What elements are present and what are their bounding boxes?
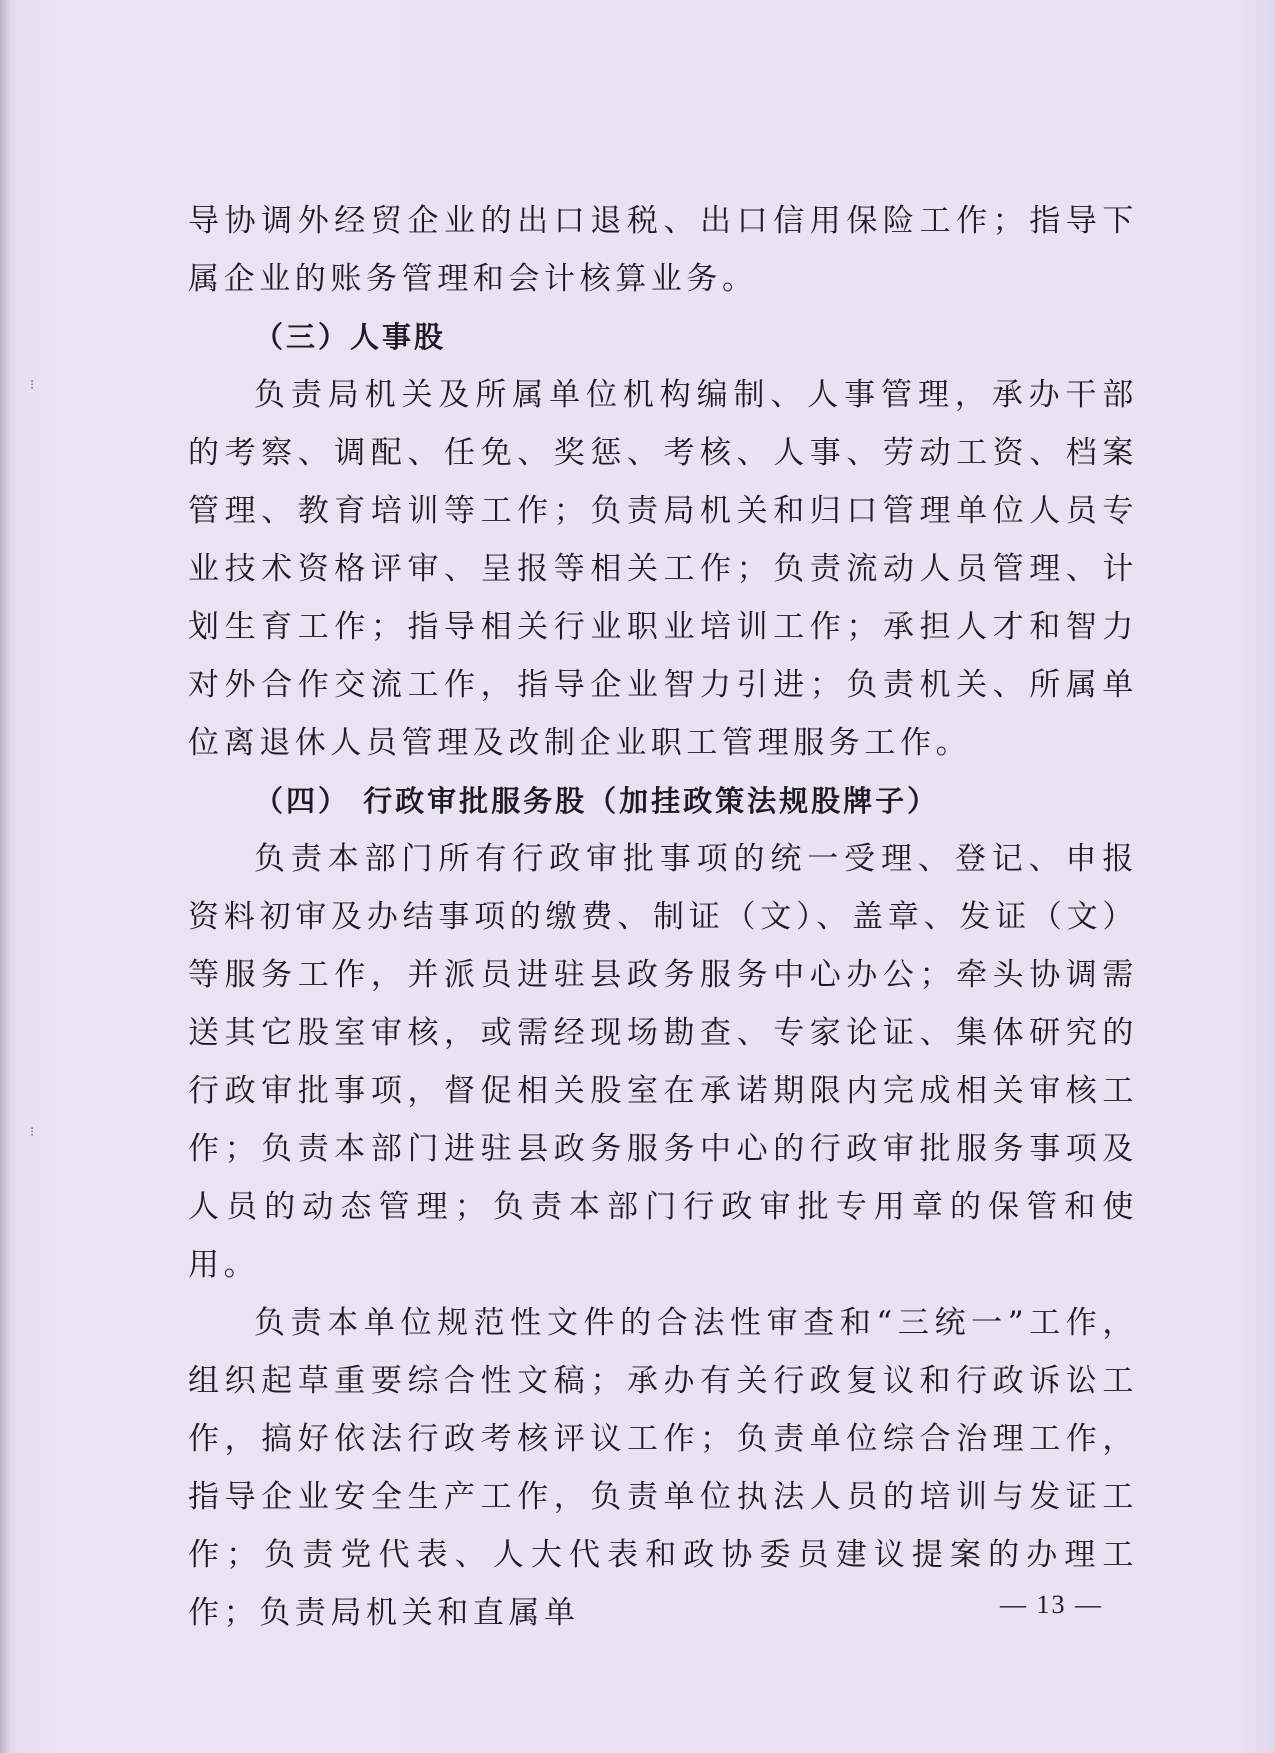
paragraph-personnel-duties: 负责局机关及所属单位机构编制、人事管理，承办干部的考察、调配、任免、奖惩、考核、人事、劳动工资、档案管理、教育培训等工作；负责局机关和归口管理单位人员专业技术资格评审、呈报等相关工作；负责流动人员管理、计划生育工作；指导相关行业职业培训工作；承担人才和智力对外合作交流工作，指导企业智力引进；负责机关、所属单位离退休人员管理及改制企业职工管理服务工作。 <box>188 377 1138 761</box>
staple-mark: ⁝ <box>30 1125 35 1140</box>
binding-edge <box>0 0 10 1753</box>
paragraph-export-tax: 导协调外经贸企业的出口退税、出口信用保险工作；指导下属企业的账务管理和会计核算业务。 <box>188 203 1138 297</box>
staple-mark: ⁝ <box>30 378 35 393</box>
section-heading-personnel: （三）人事股 <box>254 320 447 354</box>
paragraph-admin-approval-duties: 负责本部门所有行政审批事项的统一受理、登记、申报资料初审及办结事项的缴费、制证（文）、盖章、发证（文）等服务工作，并派员进驻县政务服务中心办公；牵头协调需送其它股室审核，或需经现场勘查、专家论证、集体研究的行政审批事项，督促相关股室在承诺期限内完成相关审核工作；负责本部门进驻县政务服务中心的行政审批服务事项及人员的动态管理；负责本部门行政审批专用章的保管和使用。 <box>188 841 1138 1283</box>
section-heading-admin-approval: （四） 行政审批服务股（加挂政策法规股牌子） <box>254 784 940 818</box>
document-body <box>188 192 1138 1642</box>
page-number: — 13 — <box>1000 1590 1103 1619</box>
paragraph-policy-regulation-duties: 负责本单位规范性文件的合法性审查和“三统一”工作，组织起草重要综合性文稿；承办有关行政复议和行政诉讼工作，搞好依法行政考核评议工作；负责单位综合治理工作，指导企业安全生产工作，负责单位执法人员的培训与发证工作；负责党代表、人大代表和政协委员建议提案的办理工作；负责局机关和直属单 <box>188 1305 1138 1631</box>
